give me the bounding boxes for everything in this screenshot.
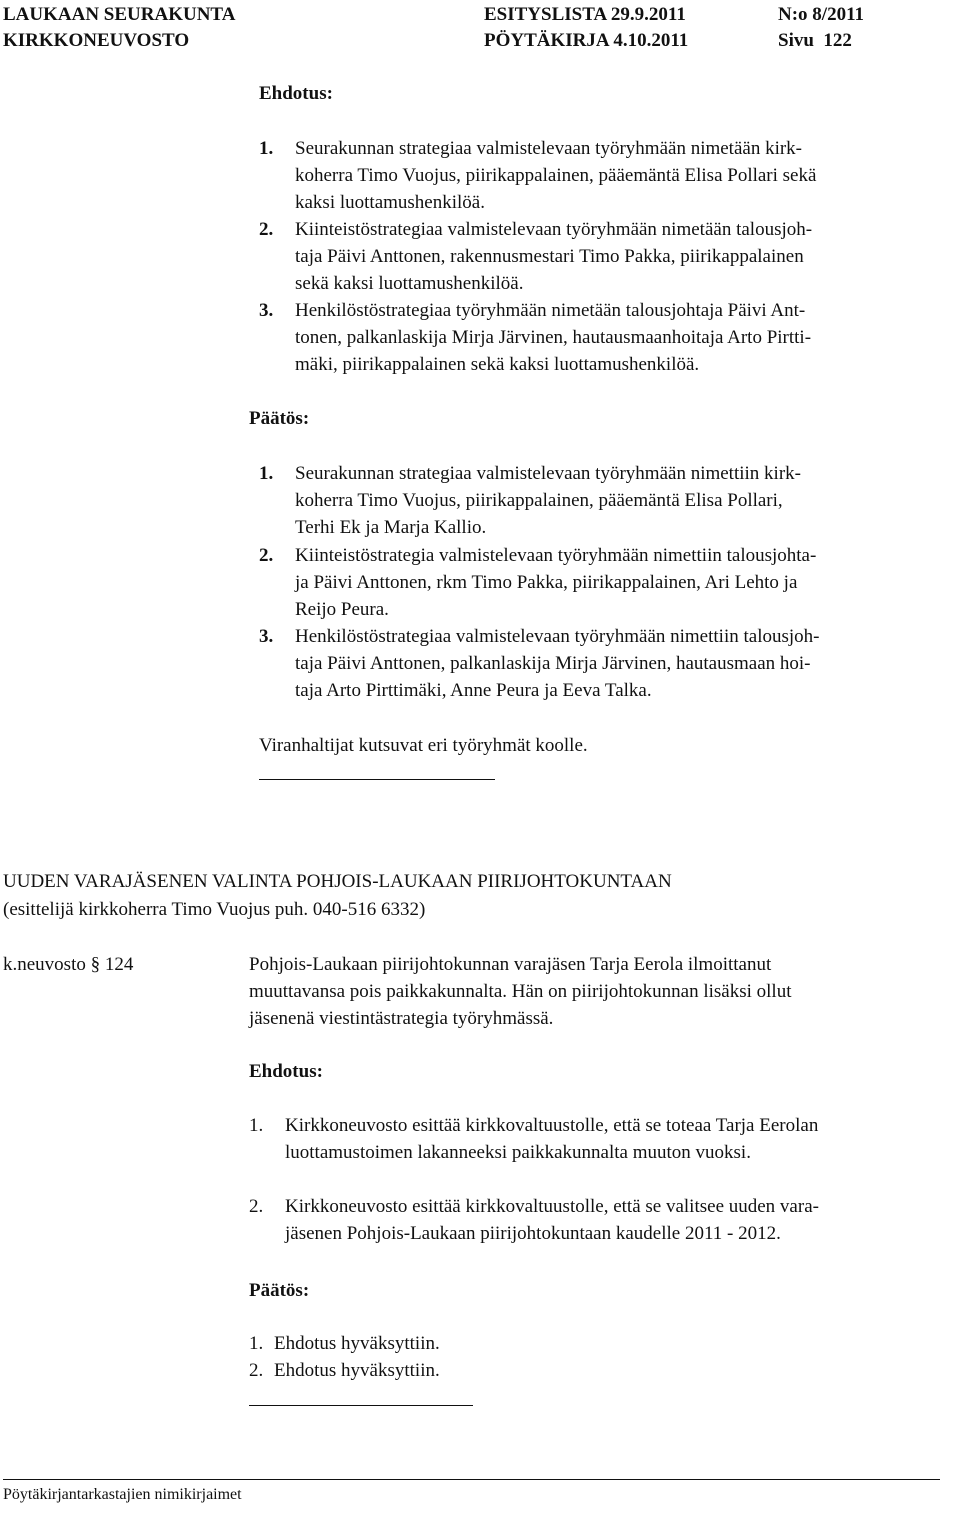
meeting-number: N:o 8/2011 bbox=[778, 4, 865, 25]
paragraph-line: jäsenenä viestintästrategia työryhmässä. bbox=[249, 1008, 554, 1029]
proposal-heading: Ehdotus: bbox=[259, 83, 333, 104]
item-line: tonen, palkanlaskija Mirja Järvinen, hautausmaanhoitaja Arto Pirtti- bbox=[295, 327, 812, 348]
signature-label: Pöytäkirjantarkastajien nimikirjaimet bbox=[3, 1486, 242, 1503]
item-number: 1. bbox=[249, 1333, 264, 1354]
item-line: Kirkkoneuvosto esittää kirkkovaltuustolle, että se toteaa Tarja Eerolan bbox=[285, 1115, 819, 1136]
item-line: taja Arto Pirttimäki, Anne Peura ja Eeva Talka. bbox=[295, 680, 652, 701]
item-text: Ehdotus hyväksyttiin. bbox=[274, 1333, 440, 1354]
item-line: Henkilöstöstrategiaa valmistelevaan työryhmään nimettiin talousjoh- bbox=[295, 626, 820, 647]
item-number: 2. bbox=[249, 1196, 264, 1217]
item-number: 3. bbox=[259, 626, 274, 647]
proposal-item-1 bbox=[249, 1112, 959, 1166]
item-line: taja Päivi Anttonen, palkanlaskija Mirja Järvinen, hautausmaan hoi- bbox=[295, 653, 811, 674]
section-divider bbox=[249, 1405, 473, 1406]
item-line: sekä kaksi luottamushenkilöä. bbox=[295, 273, 524, 294]
presenter-info: (esittelijä kirkkoherra Timo Vuojus puh. 040-516 6332) bbox=[3, 899, 426, 920]
agenda-date: ESITYSLISTA 29.9.2011 bbox=[484, 4, 686, 25]
item-line: taja Päivi Anttonen, rakennusmestari Timo Pakka, piirikappalainen bbox=[295, 246, 804, 267]
item-line: ja Päivi Anttonen, rkm Timo Pakka, piirikappalainen, Ari Lehto ja bbox=[295, 572, 798, 593]
item-line: Seurakunnan strategiaa valmistelevaan työryhmään nimetään kirk- bbox=[295, 138, 803, 159]
decision-item-1 bbox=[249, 1330, 440, 1357]
paragraph-reference: k.neuvosto § 124 bbox=[3, 954, 134, 975]
decision-item-3 bbox=[259, 623, 959, 704]
footer-rule bbox=[3, 1479, 940, 1480]
proposal-item-1 bbox=[259, 135, 959, 216]
decision-heading: Päätös: bbox=[249, 1280, 310, 1301]
proposal-item-2 bbox=[259, 216, 959, 297]
item-line: jäsenen Pohjois-Laukaan piirijohtokuntaan kaudelle 2011 - 2012. bbox=[285, 1223, 781, 1244]
decision-item-2 bbox=[259, 542, 959, 623]
item-line: Terhi Ek ja Marja Kallio. bbox=[295, 517, 487, 538]
decision-item-1 bbox=[259, 460, 959, 541]
item-number: 1. bbox=[259, 463, 274, 484]
decision-heading: Päätös: bbox=[249, 408, 310, 429]
item-text: Ehdotus hyväksyttiin. bbox=[274, 1360, 440, 1381]
item-number: 3. bbox=[259, 300, 274, 321]
item-line: Kirkkoneuvosto esittää kirkkovaltuustolle, että se valitsee uuden vara- bbox=[285, 1196, 819, 1217]
section-divider bbox=[259, 779, 495, 780]
decision-item-2 bbox=[249, 1357, 440, 1384]
item-number: 1. bbox=[259, 138, 274, 159]
minutes-date: PÖYTÄKIRJA 4.10.2011 bbox=[484, 30, 689, 51]
organization-name: LAUKAAN SEURAKUNTA bbox=[3, 4, 236, 25]
item-number: 1. bbox=[249, 1115, 264, 1136]
item-line: koherra Timo Vuojus, piirikappalainen, pääemäntä Elisa Pollari sekä bbox=[295, 165, 817, 186]
proposal-item-2 bbox=[249, 1193, 959, 1247]
item-line: Kiinteistöstrategia valmistelevaan työryhmään nimettiin talousjohta- bbox=[295, 545, 817, 566]
paragraph-line: muuttavansa pois paikkakunnalta. Hän on piirijohtokunnan lisäksi ollut bbox=[249, 981, 792, 1002]
item-number: 2. bbox=[249, 1360, 264, 1381]
body-name: KIRKKONEUVOSTO bbox=[3, 30, 190, 51]
item-line: kaksi luottamushenkilöä. bbox=[295, 192, 485, 213]
intro-paragraph bbox=[249, 951, 791, 1032]
item-line: Seurakunnan strategiaa valmistelevaan työryhmään nimettiin kirk- bbox=[295, 463, 801, 484]
item-line: luottamustoimen lakanneeksi paikkakunnalta muuton vuoksi. bbox=[285, 1142, 751, 1163]
page-number: Sivu 122 bbox=[778, 30, 852, 51]
paragraph-line: Pohjois-Laukaan piirijohtokunnan varajäsen Tarja Eerola ilmoittanut bbox=[249, 954, 772, 975]
item-number: 2. bbox=[259, 545, 274, 566]
item-line: Reijo Peura. bbox=[295, 599, 389, 620]
item-number: 2. bbox=[259, 219, 274, 240]
item-line: koherra Timo Vuojus, piirikappalainen, pääemäntä Elisa Pollari, bbox=[295, 490, 783, 511]
item-line: mäki, piirikappalainen sekä kaksi luottamushenkilöä. bbox=[295, 354, 700, 375]
section-title: UUDEN VARAJÄSENEN VALINTA POHJOIS-LAUKAAN PIIRIJOHTOKUNTAAN bbox=[3, 871, 672, 892]
proposal-heading: Ehdotus: bbox=[249, 1061, 323, 1082]
proposal-item-3 bbox=[259, 297, 959, 378]
closing-statement: Viranhaltijat kutsuvat eri työryhmät koolle. bbox=[259, 735, 588, 756]
item-line: Henkilöstöstrategiaa työryhmään nimetään talousjohtaja Päivi Ant- bbox=[295, 300, 806, 321]
item-line: Kiinteistöstrategiaa valmistelevaan työryhmään nimetään talousjoh- bbox=[295, 219, 813, 240]
